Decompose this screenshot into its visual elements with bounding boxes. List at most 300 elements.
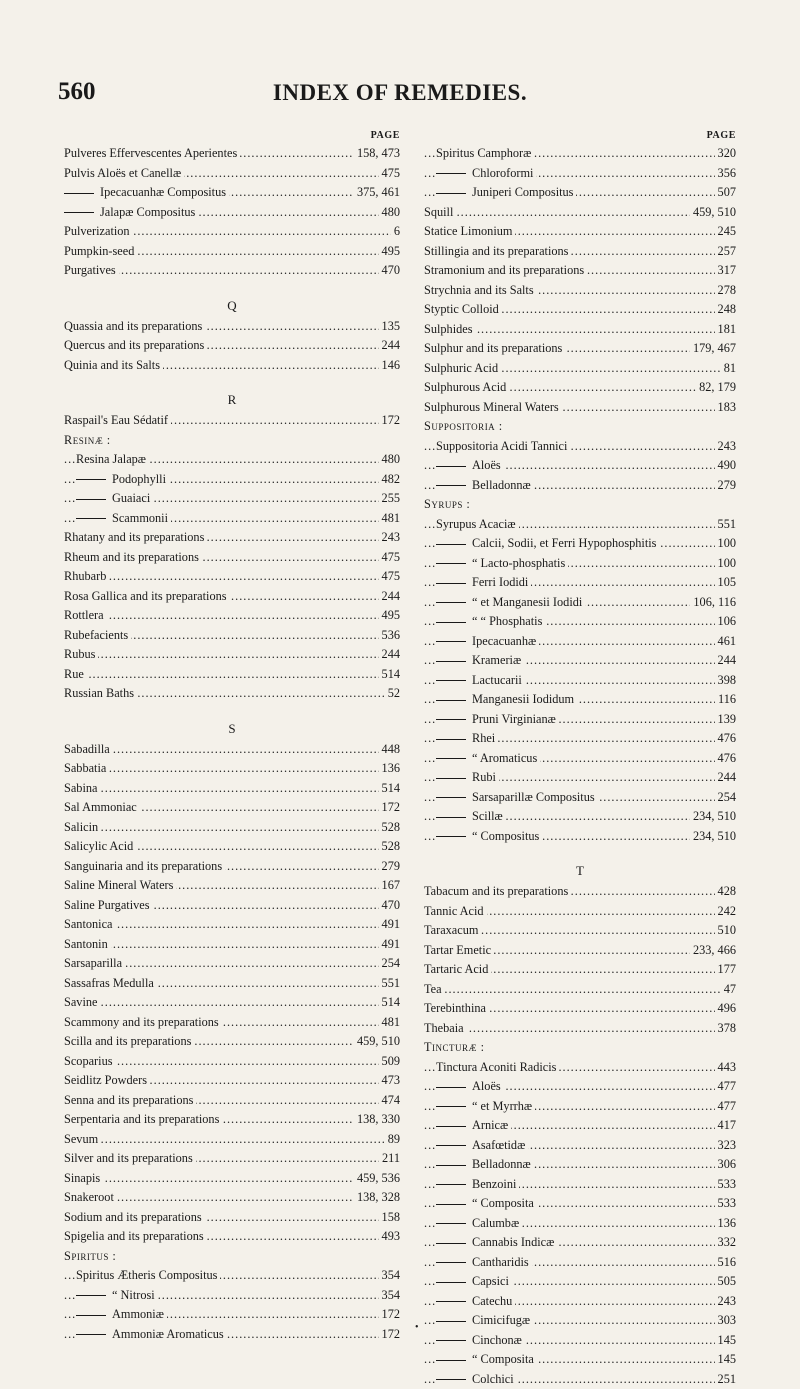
entry-label-wrap [424,300,502,320]
entry-page-ref: 495 [379,242,400,262]
ditto-dash [436,1301,466,1302]
entry-page-ref: 211 [379,1149,400,1169]
entry-page-ref: 516 [715,1253,736,1273]
entry-label-wrap [436,1155,534,1175]
index-entry [424,807,736,827]
entry-page-ref: 244 [715,651,736,671]
ditto-dash [436,1126,466,1127]
group-heading [424,1038,736,1058]
index-entry [424,378,736,398]
entry-label-wrap [64,798,140,818]
entry-label-wrap [64,740,113,760]
group-heading [64,431,400,451]
index-entry [64,1208,400,1228]
section-letter: Q [64,295,400,317]
entry-label: Syrupus Acaciæ [436,517,516,531]
index-entry [424,1292,736,1312]
spacer [64,375,400,389]
entry-page-ref: 481 [379,1013,400,1033]
index-entry [424,729,736,749]
entry-label: Saline Purgatives [64,898,150,912]
ditto-dash [436,758,466,759]
entry-label: Spigelia and its preparations [64,1229,204,1243]
entry-label: Scoparius [64,1054,113,1068]
index-entry [64,1188,400,1208]
index-entry [64,548,400,568]
entry-page-ref: 105 [715,573,736,593]
right-column [424,130,736,1389]
entry-page-ref: 255 [379,489,400,509]
entry-label: Stramonium and its preparations [424,263,584,277]
entry-label: Rhei [472,731,495,745]
entry-label: Belladonnæ [472,1157,531,1171]
entry-label: Rubefacients [64,628,128,642]
index-entry [64,606,400,626]
entry-label-wrap [64,1032,194,1052]
entry-page-ref: 448 [379,740,400,760]
entry-page-ref: 378 [715,1019,736,1039]
entry-label-wrap [64,645,98,665]
ditto-dash [436,485,466,486]
entry-label-wrap [436,1175,519,1195]
entry-label: “ Nitrosi [112,1288,155,1302]
entry-label: Ammoniæ [112,1307,164,1321]
index-entry [64,528,400,548]
entry-label-wrap [424,203,456,223]
entry-label: Tartar Emetic [424,943,491,957]
entry-label: Rottlera [64,608,104,622]
index-entry [64,1130,400,1150]
entry-label-wrap [436,710,559,730]
entry-label-wrap [436,632,539,652]
index-entry [64,1169,400,1189]
index-entry [424,1019,736,1039]
entry-label-wrap [436,144,534,164]
entry-page-ref: 81 [721,359,736,379]
index-entry [64,1091,400,1111]
entry-label-wrap [64,567,109,587]
entry-page-ref: 172 [379,1305,400,1325]
index-entry [424,651,736,671]
index-entry [64,1286,400,1306]
ditto-dash [436,1106,466,1107]
entry-label-wrap [436,456,504,476]
ditto-dash [436,1360,466,1361]
entry-label-wrap [64,222,133,242]
entry-label-wrap [64,993,100,1013]
group-heading [424,417,736,437]
running-header [0,78,800,108]
entry-label-wrap [424,980,445,1000]
entry-label-wrap [424,242,571,262]
entry-label: Colchici [472,1372,514,1386]
entry-label: Sulphurous Mineral Waters [424,400,559,414]
entry-page-ref: 183 [715,398,736,418]
entry-page-ref: 234, 510 [690,827,736,847]
ditto-dash [436,173,466,174]
group-heading-label: Tincturæ : [424,1038,488,1058]
entry-label-wrap [436,1097,535,1117]
index-entry [424,1136,736,1156]
entry-label-wrap [64,665,87,685]
entry-page-ref: 459, 536 [354,1169,400,1189]
entry-label-wrap [64,336,207,356]
entry-page-ref: 536 [379,626,400,646]
entry-label-wrap [64,356,163,376]
entry-label: Rheum and its preparations [64,550,199,564]
entry-page-ref: 244 [379,645,400,665]
ditto-dash [436,1243,466,1244]
entry-label: Belladonnæ [472,478,531,492]
entry-label: Tannic Acid [424,904,484,918]
entry-label: Manganesii Iodidum [472,692,574,706]
entry-page-ref: 551 [715,515,736,535]
ditto-dash [436,817,466,818]
index-entry [424,1155,736,1175]
entry-label: Rubus [64,647,95,661]
index-entry [424,456,736,476]
index-entry [64,993,400,1013]
entry-label: Suppositoria Acidi Tannici [436,439,567,453]
entry-label: Rosa Gallica and its preparations [64,589,227,603]
index-entry [64,356,400,376]
entry-label: “ Lacto-phosphatis [472,556,565,570]
entry-page-ref: 461 [715,632,736,652]
ditto-dash [436,1184,466,1185]
entry-label-wrap [64,626,131,646]
index-entry [64,203,400,223]
entry-page-ref: 551 [379,974,400,994]
entry-page-ref: 257 [715,242,736,262]
index-entry [424,281,736,301]
entry-page-ref: 167 [379,876,400,896]
entry-label-wrap [436,476,534,496]
entry-label-wrap [436,1136,528,1156]
entry-label: Saline Mineral Waters [64,878,173,892]
entry-page-ref: 279 [715,476,736,496]
column-heading-right: PAGE [424,130,736,144]
index-entry [424,398,736,418]
entry-label: Rubi [472,770,496,784]
entry-label: Pulveres Effervescentes Aperientes [64,146,237,160]
entry-label: Salicylic Acid [64,839,133,853]
entry-label: Spiritus Ætheris Compositus [76,1268,217,1282]
entry-page-ref: 243 [715,437,736,457]
index-entry [64,857,400,877]
entry-label: Seidlitz Powders [64,1073,147,1087]
entry-label: Pulverization [64,224,130,238]
entry-label: Podophylli [112,472,166,486]
entry-label: Tartaric Acid [424,962,488,976]
entry-label-wrap [64,837,136,857]
entry-page-ref: 248 [715,300,736,320]
entry-label-wrap [64,317,205,337]
entry-label-wrap [424,339,565,359]
entry-label: Sulphides [424,322,473,336]
entry-page-ref: 533 [715,1194,736,1214]
entry-label: Taraxacum [424,923,478,937]
index-entry [424,921,736,941]
ditto-dash [436,836,466,837]
entry-label: Squill [424,205,453,219]
spacer [64,704,400,718]
index-entry [424,164,736,184]
entry-page-ref: 100 [715,554,736,574]
entry-page-ref: 475 [379,548,400,568]
index-entry [424,1058,736,1078]
ditto-dash [436,602,466,603]
entry-label-wrap [76,450,149,470]
group-heading-label: Suppositoria : [424,417,506,437]
ditto-dash [436,1165,466,1166]
index-entry [424,1272,736,1292]
spacer [424,846,736,860]
entry-label-wrap [436,164,536,184]
entry-label-wrap [64,144,240,164]
index-entry [64,336,400,356]
entry-label: Tea [424,982,442,996]
index-entry [64,779,400,799]
entry-label-wrap [76,1325,227,1345]
entry-label: Sulphurous Acid [424,380,506,394]
entry-page-ref: 135 [379,317,400,337]
ditto-dash [436,1204,466,1205]
entry-label: Sabina [64,781,97,795]
index-entry [424,476,736,496]
index-entry [64,954,400,974]
index-entry [424,300,736,320]
entry-label: Raspail's Eau Sédatif [64,413,168,427]
ditto-dash [76,1315,106,1316]
entry-page-ref: 493 [379,1227,400,1247]
entry-label: Styptic Colloid [424,302,499,316]
entry-page-ref: 320 [715,144,736,164]
entry-page-ref: 244 [715,768,736,788]
index-entry [64,818,400,838]
index-entry [424,612,736,632]
entry-label-wrap [436,827,542,847]
entry-label-wrap [436,1331,525,1351]
entry-label-wrap [76,1266,220,1286]
index-entry [64,509,400,529]
entry-label-wrap [64,164,184,184]
entry-label-wrap [424,902,487,922]
index-entry [64,837,400,857]
entry-label-wrap [436,1292,515,1312]
index-entry [424,320,736,340]
entry-label-wrap [64,684,137,704]
index-entry [424,788,736,808]
ditto-dash [436,1262,466,1263]
index-entry [424,183,736,203]
entry-label-wrap [64,183,229,203]
ditto-dash [436,1087,466,1088]
entry-label: Catechu [472,1294,512,1308]
entry-label-wrap [64,1091,196,1111]
ditto-dash [436,466,466,467]
entry-page-ref: 306 [715,1155,736,1175]
entry-label-wrap [436,437,570,457]
ditto-dash [436,1282,466,1283]
entry-label: Spiritus Camphoræ [436,146,531,160]
entry-label-wrap [436,1214,522,1234]
index-entry [64,1013,400,1033]
entry-label-wrap [64,1208,205,1228]
index-entry [64,144,400,164]
entry-label-wrap [436,729,498,749]
entry-page-ref: 481 [379,509,400,529]
entry-label: “ Composita [472,1196,534,1210]
index-entry [64,915,400,935]
entry-page-ref: 356 [715,164,736,184]
index-entry [64,876,400,896]
entry-label-wrap [64,935,111,955]
entry-page-ref: 476 [715,729,736,749]
index-entry [64,450,400,470]
entry-page-ref: 138, 328 [354,1188,400,1208]
entry-label-wrap [64,1227,207,1247]
entry-label: Jalapæ Compositus [100,205,195,219]
entry-label: Silver and its preparations [64,1151,193,1165]
index-entry [64,222,400,242]
ditto-dash [76,518,106,519]
page-number: 560 [58,78,96,106]
entry-label: Calcii, Sodii, et Ferri Hypophosphitis [472,536,656,550]
entry-label: Krameriæ [472,653,521,667]
entry-page-ref: 47 [721,980,736,1000]
entry-label: Quassia and its preparations [64,319,202,333]
ditto-dash [436,778,466,779]
index-entry [64,1325,400,1345]
column-heading-left: PAGE [64,130,400,144]
entry-label-wrap [76,509,171,529]
entry-label: Pruni Virginianæ [472,712,556,726]
group-heading-label: Spiritus : [64,1247,119,1267]
entry-label: “ Aromaticus [472,751,537,765]
spacer [64,281,400,295]
entry-label-wrap [436,1058,559,1078]
index-entry [64,470,400,490]
entry-label: Sulphur and its preparations [424,341,562,355]
index-entry [64,1032,400,1052]
ditto-dash [76,1334,106,1335]
entry-label: Sal Ammoniac [64,800,137,814]
entry-page-ref: 459, 510 [690,203,736,223]
left-column [64,130,400,1344]
entry-label: Scammony and its preparations [64,1015,219,1029]
ditto-dash [436,641,466,642]
index-entry [64,317,400,337]
entry-label: Sodium and its preparations [64,1210,202,1224]
entry-label-wrap [64,261,119,281]
entry-page-ref: 317 [715,261,736,281]
entry-label-wrap [76,489,153,509]
entry-label: Cannabis Indicæ [472,1235,554,1249]
ditto-dash [436,1379,466,1380]
entry-page-ref: 491 [379,935,400,955]
entry-label: Ammoniæ Aromaticus [112,1327,224,1341]
entry-label: Terebinthina [424,1001,486,1015]
entry-label: Quinia and its Salts [64,358,160,372]
entry-label: Tabacum and its preparations [424,884,568,898]
index-entry [64,1305,400,1325]
entry-label-wrap [76,1286,158,1306]
entry-page-ref: 100 [715,534,736,554]
entry-page-ref: 480 [379,203,400,223]
entry-page-ref: 172 [379,1325,400,1345]
index-entry [424,1331,736,1351]
entry-page-ref: 354 [379,1286,400,1306]
entry-page-ref: 234, 510 [690,807,736,827]
entry-page-ref: 251 [715,1370,736,1389]
entry-label-wrap [436,1077,504,1097]
entry-label-wrap [76,470,169,490]
index-entry [64,626,400,646]
entry-page-ref: 528 [379,818,400,838]
entry-page-ref: 514 [379,993,400,1013]
entry-label-wrap [64,1188,117,1208]
entry-page-ref: 116 [715,690,736,710]
entry-label: Rhatany and its preparations [64,530,204,544]
entry-label: Pumpkin-seed [64,244,134,258]
entry-label-wrap [424,320,476,340]
entry-page-ref: 477 [715,1077,736,1097]
entry-page-ref: 474 [379,1091,400,1111]
entry-page-ref: 136 [715,1214,736,1234]
ditto-dash [436,719,466,720]
entry-page-ref: 510 [715,921,736,941]
index-entry [64,1266,400,1286]
ditto-dash [436,661,466,662]
ditto-dash [436,700,466,701]
entry-label-wrap [64,606,107,626]
entry-page-ref: 106 [715,612,736,632]
index-entry [424,941,736,961]
entry-label: Cimicifugæ [472,1313,530,1327]
entry-label-wrap [424,398,562,418]
entry-label-wrap [64,876,176,896]
ditto-dash [436,583,466,584]
entry-label-wrap [424,960,491,980]
entry-label: Sabadilla [64,742,110,756]
entry-label-wrap [436,807,506,827]
index-entry [64,665,400,685]
entry-label-wrap [64,548,202,568]
index-entry [424,632,736,652]
entry-label: Sanguinaria and its preparations [64,859,222,873]
index-entry [64,242,400,262]
footer-mark: • [415,1322,419,1333]
entry-label-wrap [436,651,524,671]
entry-label: Salicin [64,820,98,834]
entry-label-wrap [424,378,509,398]
entry-label-wrap [64,528,207,548]
entry-label-wrap [436,1253,532,1273]
entry-label-wrap [424,1019,467,1039]
entry-label-wrap [436,1233,557,1253]
index-entry [424,882,736,902]
ditto-dash [436,1321,466,1322]
entry-label: Asafœtidæ [472,1138,525,1152]
index-entry [64,587,400,607]
entry-page-ref: 139 [715,710,736,730]
entry-label: Purgatives [64,263,116,277]
entry-label-wrap [436,573,531,593]
entry-page-ref: 459, 510 [354,1032,400,1052]
entry-label: Rhubarb [64,569,106,583]
entry-page-ref: 491 [379,915,400,935]
index-entry [424,1370,736,1389]
